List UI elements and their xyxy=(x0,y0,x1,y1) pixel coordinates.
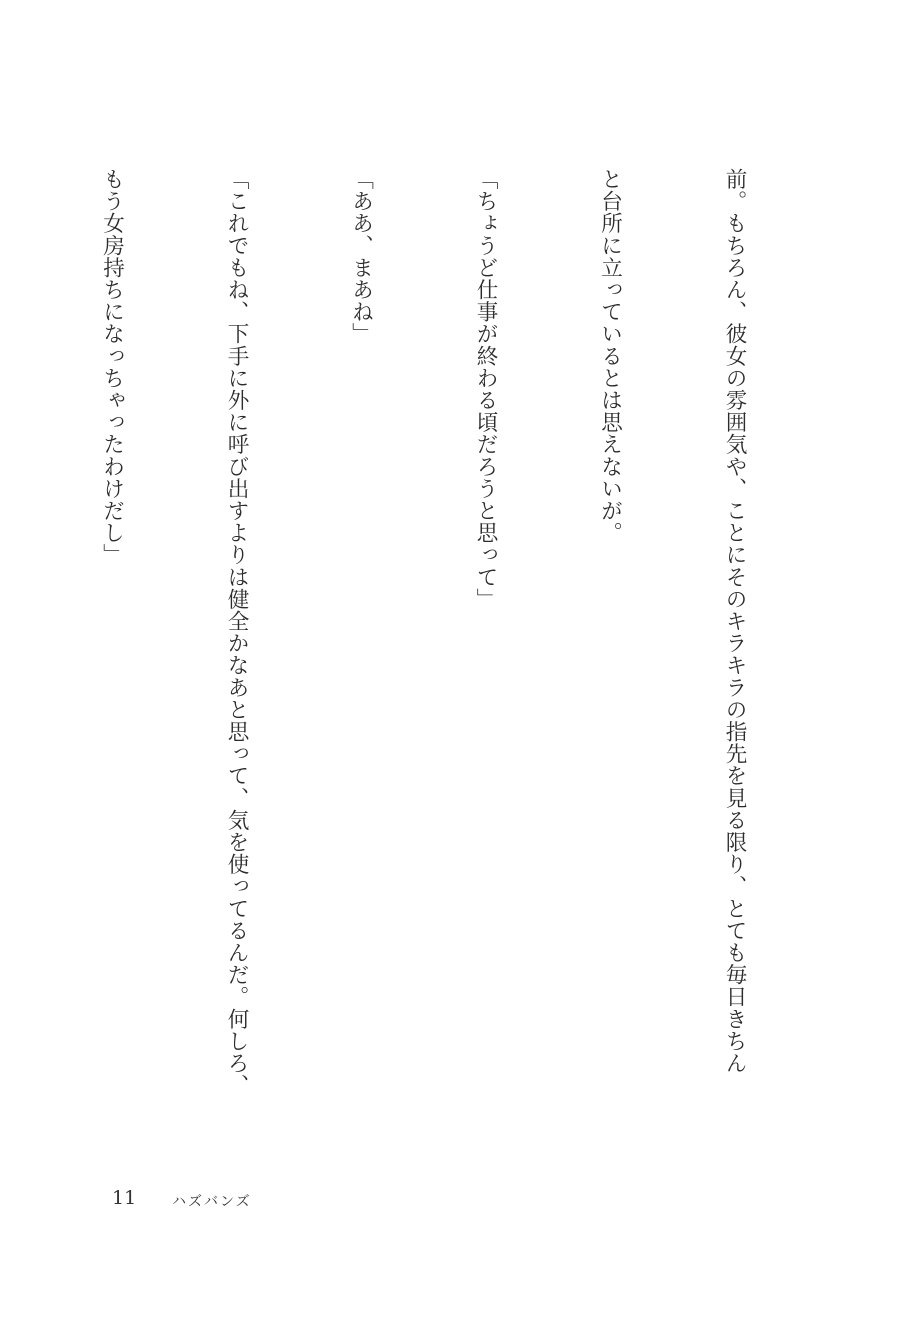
text-line: 「ちょうど仕事が終わる頃だろうと思って」 xyxy=(473,168,498,610)
text-line: 前。もちろん、彼女の雰囲気や、ことにそのキラキラの指先を見る限り、とても毎日きちん xyxy=(722,168,747,1075)
page-number: 11 xyxy=(112,1187,137,1209)
text-line: もう女房持ちになっちゃったわけだし」 xyxy=(99,168,125,566)
text-line xyxy=(0,168,8,1158)
running-title: ハズバンズ xyxy=(172,1194,252,1210)
text-line: 「これでもね、下手に外に呼び出すよりは健全かなあと思って、気を使ってるんだ。何しろ、 xyxy=(224,168,249,1097)
text-line: 「ああ、まあね」 xyxy=(348,168,374,345)
text-line: と台所に立っているとは思えないが。 xyxy=(597,168,623,544)
body-text xyxy=(0,168,838,1158)
